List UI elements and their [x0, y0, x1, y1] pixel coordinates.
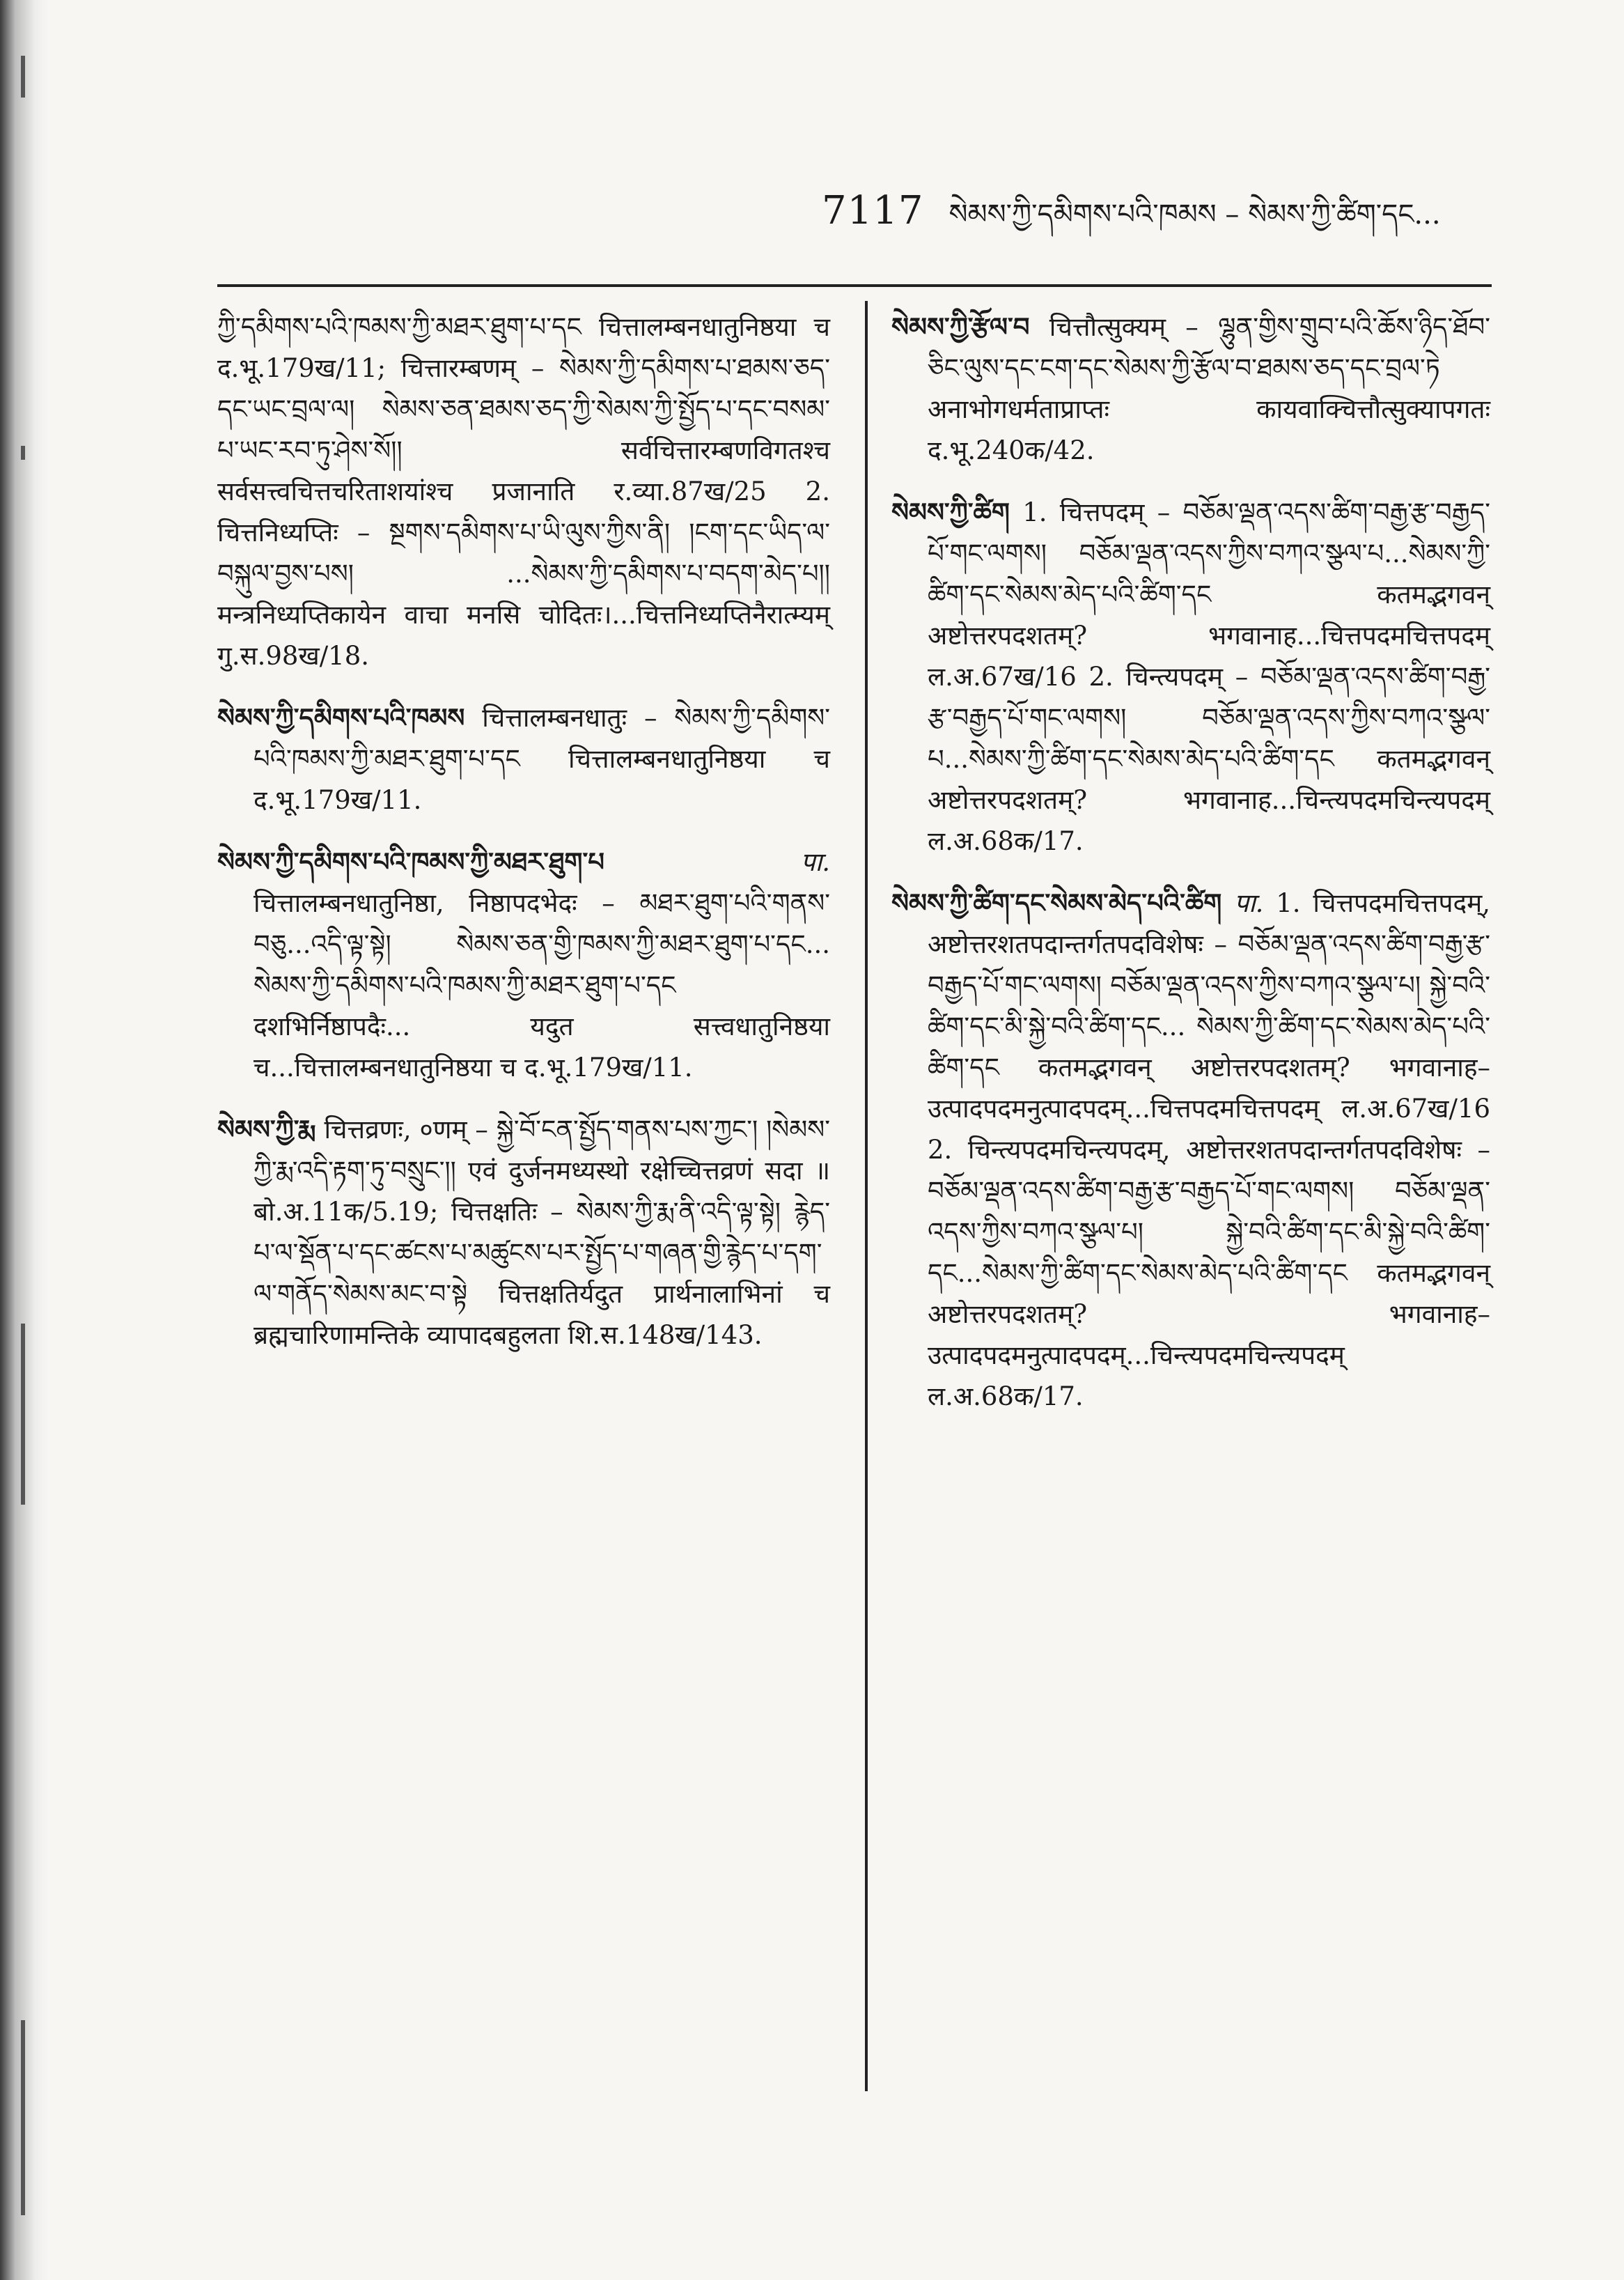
entry-text: चित्तालम्बनधातुनिष्ठा, निष्ठापदभेदः – མཐར་ཐུག་པའི་གནས་བཅུ...འདི་ལྟ་སྟེ། སེམས་ཅན་གྱི་ཁམས་ཀྱི་མཐར་ཐུག་པ་དང... སེམས་ཀྱི་དམིགས་པའི་ཁམས་ཀྱི་མཐར་ཐུག་པ་དང दशभिर्निष्ठापदैः... यदुत सत्त्वधातुनिष्ठया च...चित्तालम्बनधातुनिष्ठया च द.भू.179ख/11. [253, 888, 830, 1083]
entry-text: ཀྱི་དམིགས་པའི་ཁམས་ཀྱི་མཐར་ཐུག་པ་དང चित्तालम्बनधातुनिष्ठया च द.भू.179ख/11; चित्तारम्बणम् – སེམས་ཀྱི་དམིགས་པ་ཐམས་ཅད་དང་ཡང་བྲལ་ལ། སེམས་ཅན་ཐམས་ཅད་ཀྱི་སེམས་ཀྱི་སྤྱོད་པ་དང་བསམ་པ་ཡང་རབ་ཏུ་ཤེས་སོ།། सर्वचित्तारम्बणविगतश्च सर्वसत्त्वचित्तचरिताशयांश्च प्रजानाति र.व्या.87ख/25 2. चित्तनिध्यप्तिः – སྔགས་དམིགས་པ་ཡི་ལུས་ཀྱིས་ནི། །ངག་དང་ཡིད་ལ་བསྐུལ་བྱས་པས། ...སེམས་ཀྱི་དམིགས་པ་བདག་མེད་པ།། मन्त्रनिध्यप्तिकायेन वाचा मनसि चोदितः।...चित्तनिध्यप्तिनैरात्म्यम् गु.स.98ख/18. [217, 312, 830, 671]
entry-headword: སེམས་ཀྱི་ཚིག་དང་སེམས་མེད་པའི་ཚིག [891, 887, 1222, 918]
entry-text: चित्तौत्सुक्यम् – ལྷུན་གྱིས་གྲུབ་པའི་ཆོས་ཉིད་ཐོབ་ཅིང་ལུས་དང་ངག་དང་སེམས་ཀྱི་རྩོལ་བ་ཐམས་ཅད་དང་བྲལ་ཏེ अनाभोगधर्मताप्राप्तः कायवाक्चित्तौत्सुक्यापगतः द.भू.240क/42. [928, 312, 1490, 465]
entry-text: 1. चित्तपदम् – བཅོམ་ལྡན་འདས་ཚིག་བརྒྱ་རྩ་བརྒྱད་པོ་གང་ལགས། བཅོམ་ལྡན་འདས་ཀྱིས་བཀའ་སྩལ་པ...སེམས་ཀྱི་ཚིག་དང་སེམས་མེད་པའི་ཚིག་དང कतमद्भगवन् अष्टोत्तरपदशतम्? भगवानाह...चित्तपदमचित्तपदम् ल.अ.67ख/16 2. चिन्त्यपदम् – བཅོམ་ལྡན་འདས་ཚིག་བརྒྱ་རྩ་བརྒྱད་པོ་གང་ལགས། བཅོམ་ལྡན་འདས་ཀྱིས་བཀའ་སྩལ་པ...སེམས་ཀྱི་ཚིག་དང་སེམས་མེད་པའི་ཚིག་དང कतमद्भगवन् अष्टोत्तरपदशतम्? भगवानाह...चिन्त्यपदमचिन्त्यपदम् ल.अ.68क/17. [928, 497, 1490, 856]
left-column [217, 307, 830, 1376]
binding-mark [21, 1324, 25, 1505]
entry-headword: སེམས་ཀྱི་དམིགས་པའི་ཁམས་ཀྱི་མཐར་ཐུག་པ [217, 846, 604, 877]
dictionary-entry [891, 883, 1490, 1417]
entry-text: चित्तालम्बनधातुः – སེམས་ཀྱི་དམིགས་པའི་ཁམས་ཀྱི་མཐར་ཐུག་པ་དང चित्तालम्बनधातुनिष्ठया च द.भू.179ख/11. [253, 703, 830, 815]
entry-headword: སེམས་ཀྱི་རྩོལ་བ [891, 311, 1030, 342]
running-head [822, 183, 1518, 261]
dictionary-entry [217, 307, 830, 676]
binding-mark [21, 2020, 25, 2215]
binding-mark [21, 446, 25, 460]
binding-mark [21, 56, 25, 98]
dictionary-entry [891, 307, 1490, 471]
entry-headword: སེམས་ཀྱི་དམིགས་པའི་ཁམས [217, 702, 465, 733]
entry-text: चित्तव्रणः, ०णम् – སྐྱེ་བོ་ངན་སྤྱོད་གནས་པས་ཀྱང་། །སེམས་ཀྱི་རྨ་འདི་རྟག་ཏུ་བསྲུང་།། एवं दुर्जनमध्यस्थो रक्षेच्चित्तव्रणं सदा ॥ बो.अ.11क/5.19; चित्तक्षतिः – སེམས་ཀྱི་རྨ་ནི་འདི་ལྟ་སྟེ། རྙེད་པ་ལ་སྡོན་པ་དང་ཚངས་པ་མཚུངས་པར་སྤྱོད་པ་གཞན་གྱི་རྙེད་པ་དག་ལ་གནོད་སེམས་མང་བ་སྟེ चित्तक्षतिर्यदुत प्रार्थनालाभिनां च ब्रह्मचारिणामन्तिके व्यापादबहुलता शि.स.148ख/143. [253, 1115, 830, 1350]
dictionary-entry [217, 697, 830, 821]
entry-headword: སེམས་ཀྱི་ཚིག [891, 497, 1010, 527]
dictionary-entry [891, 492, 1490, 862]
entry-abbr: पा. [1234, 888, 1264, 918]
column-divider [865, 301, 868, 2091]
scan-binding-edge [0, 0, 49, 2280]
entry-text: 1. चित्तपदमचित्तपदम्, अष्टोत्तरशतपदान्तर्गतपदविशेषः – བཅོམ་ལྡན་འདས་ཚིག་བརྒྱ་རྩ་བརྒྱད་པོ་གང་ལགས། བཅོམ་ལྡན་འདས་ཀྱིས་བཀའ་སྩལ་པ། སྐྱེ་བའི་ཚིག་དང་མི་སྐྱེ་བའི་ཚིག་དང... སེམས་ཀྱི་ཚིག་དང་སེམས་མེད་པའི་ཚིག་དང कतमद्भगवन् अष्टोत्तरपदशतम्? भगवानाह–उत्पादपदमनुत्पादपदम्...चित्तपदमचित्तपदम् ल.अ.67ख/16 2. चिन्त्यपदमचिन्त्यपदम्, अष्टोत्तरशतपदान्तर्गतपदविशेषः – བཅོམ་ལྡན་འདས་ཚིག་བརྒྱ་རྩ་བརྒྱད་པོ་གང་ལགས། བཅོམ་ལྡན་འདས་ཀྱིས་བཀའ་སྩལ་པ། སྐྱེ་བའི་ཚིག་དང་མི་སྐྱེ་བའི་ཚིག་དང...སེམས་ཀྱི་ཚིག་དང་སེམས་མེད་པའི་ཚིག་དང कतमद्भगवन् अष्टोत्तरपदशतम्? भगवानाह–उत्पादपदमनुत्पादपदम्...चिन्त्यपदमचिन्त्यपदम् ल.अ.68क/17. [928, 888, 1490, 1411]
header-rule [217, 284, 1492, 287]
dictionary-entry [217, 842, 830, 1088]
dictionary-entry [217, 1109, 830, 1356]
entry-abbr: पा. [800, 847, 830, 877]
entry-headword: སེམས་ཀྱི་རྨ [217, 1114, 316, 1145]
right-column [891, 307, 1490, 1438]
running-title: སེམས་ཀྱི་དམིགས་པའི་ཁམས – སེམས་ཀྱི་ཚིག་དང... [948, 199, 1441, 231]
page-number: 7117 [822, 188, 924, 233]
